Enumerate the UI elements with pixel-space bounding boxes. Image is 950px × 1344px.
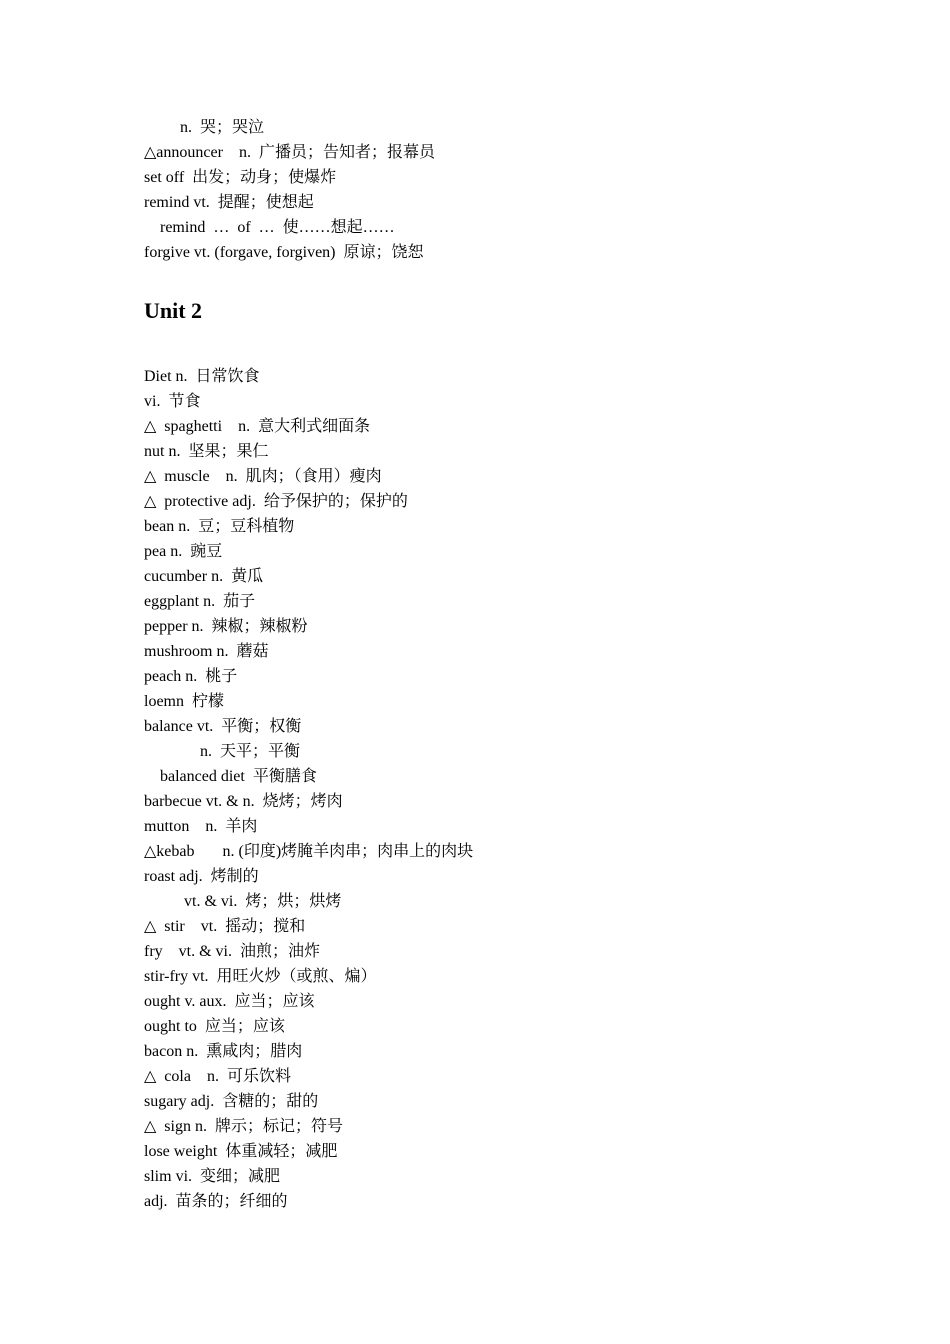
vocab-line: △kebab n. (印度)烤腌羊肉串；肉串上的肉块 (144, 843, 474, 860)
vocab-line: fry vt. & vi. 油煎；油炸 (144, 943, 320, 960)
vocab-line: peach n. 桃子 (144, 668, 238, 685)
vocab-line: roast adj. 烤制的 (144, 868, 259, 885)
vocab-line: △ sign n. 牌示；标记；符号 (144, 1118, 343, 1135)
vocab-line: ought v. aux. 应当；应该 (144, 993, 315, 1010)
vocab-line: mutton n. 羊肉 (144, 818, 258, 835)
vocab-line: pea n. 豌豆 (144, 543, 223, 560)
vocab-list-top (144, 115, 435, 265)
vocab-line: forgive vt. (forgave, forgiven) 原谅；饶恕 (144, 244, 424, 261)
vocab-line: slim vi. 变细；减肥 (144, 1168, 281, 1185)
vocab-line: stir-fry vt. 用旺火炒（或煎、煸） (144, 968, 377, 985)
vocab-line: △ spaghetti n. 意大利式细面条 (144, 418, 371, 435)
vocab-line: eggplant n. 茄子 (144, 593, 256, 610)
vocab-line: mushroom n. 蘑菇 (144, 643, 269, 660)
vocab-line: Diet n. 日常饮食 (144, 368, 260, 385)
vocab-line: vi. 节食 (144, 393, 201, 410)
vocab-line: remind … of … 使……想起…… (144, 219, 395, 236)
vocab-line: vt. & vi. 烤；烘；烘烤 (144, 893, 342, 910)
vocab-line: bacon n. 熏咸肉；腊肉 (144, 1043, 303, 1060)
vocab-line: n. 天平；平衡 (144, 743, 301, 760)
vocab-line: pepper n. 辣椒；辣椒粉 (144, 618, 308, 635)
vocab-line: n. 哭；哭泣 (144, 119, 265, 136)
vocab-line: bean n. 豆；豆科植物 (144, 518, 295, 535)
vocab-line: balance vt. 平衡；权衡 (144, 718, 302, 735)
vocab-line: balanced diet 平衡膳食 (144, 768, 317, 785)
vocab-line: ought to 应当；应该 (144, 1018, 285, 1035)
vocab-line: set off 出发；动身；使爆炸 (144, 169, 337, 186)
vocab-line: △ stir vt. 摇动；搅和 (144, 918, 306, 935)
vocab-line: adj. 苗条的；纤细的 (144, 1193, 288, 1210)
vocab-line: nut n. 坚果；果仁 (144, 443, 269, 460)
vocab-line: △announcer n. 广播员；告知者；报幕员 (144, 144, 435, 161)
unit-heading: Unit 2 (144, 298, 203, 323)
vocab-line: △ cola n. 可乐饮料 (144, 1068, 291, 1085)
vocab-line: remind vt. 提醒；使想起 (144, 194, 314, 211)
vocab-line: △ protective adj. 给予保护的；保护的 (144, 493, 408, 510)
vocab-line: sugary adj. 含糖的；甜的 (144, 1093, 319, 1110)
vocab-line: loemn 柠檬 (144, 693, 224, 710)
vocab-list-unit2 (144, 364, 473, 1214)
vocab-line: lose weight 体重减轻；减肥 (144, 1143, 338, 1160)
vocab-line: barbecue vt. & n. 烧烤；烤肉 (144, 793, 343, 810)
vocab-line: cucumber n. 黄瓜 (144, 568, 264, 585)
vocab-line: △ muscle n. 肌肉；（食用）瘦肉 (144, 468, 382, 485)
